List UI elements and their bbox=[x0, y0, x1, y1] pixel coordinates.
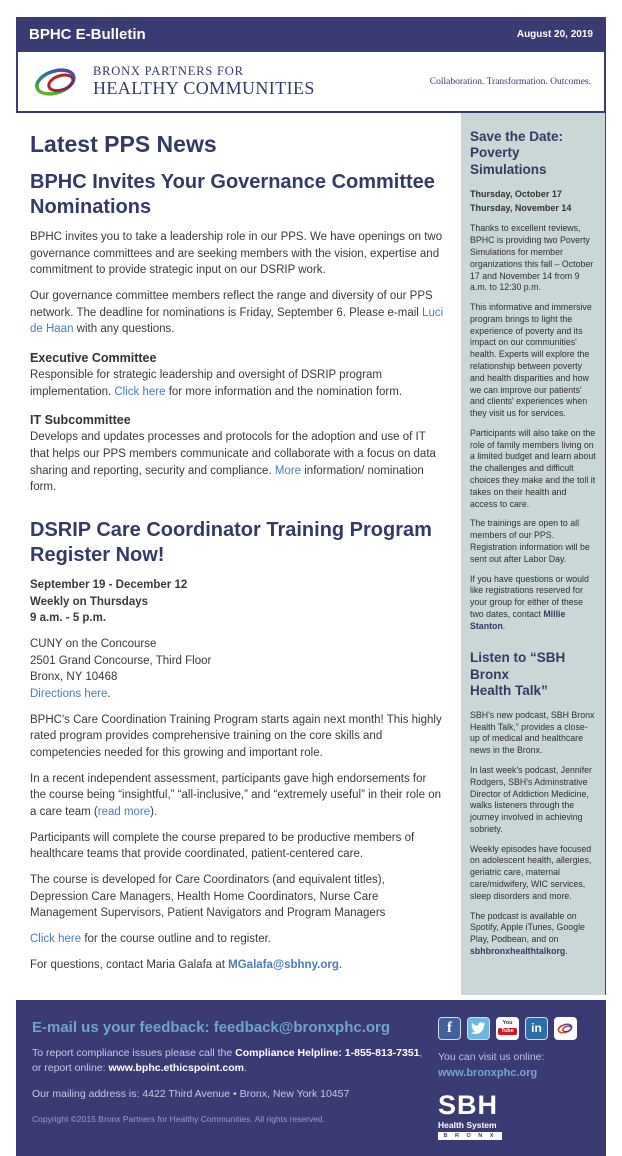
youtube-you-text: You bbox=[503, 1021, 513, 1027]
social-icons-row bbox=[438, 1017, 590, 1040]
mailing-address: Our mailing address is: 4422 Third Avenue • Bronx, New York 10457 bbox=[32, 1088, 428, 1100]
text-span: , or report online: bbox=[32, 1047, 422, 1074]
youtube-icon[interactable] bbox=[496, 1017, 519, 1040]
twitter-icon[interactable] bbox=[467, 1017, 490, 1040]
visit-online-label: You can visit us online: bbox=[438, 1051, 590, 1063]
text-span: with any questions. bbox=[73, 323, 174, 335]
top-bar bbox=[16, 17, 606, 52]
text-span: Our governance committee members reflect the range and diversity of our PPS network. The deadline for nominations is Friday, September 6. Please e-mail bbox=[30, 290, 433, 319]
sidebar-paragraph bbox=[470, 911, 596, 958]
text-span: . bbox=[503, 621, 505, 631]
bphc-swirl-glyph bbox=[557, 1021, 575, 1036]
sbh-logo bbox=[438, 1092, 590, 1141]
text-span: In a recent independent assessment, participants gave high endorsements for the course being “insightful,” “all-inclusive,” and “extremely useful” in their role on a care team ( bbox=[30, 773, 441, 818]
compliance-helpline-number: Compliance Helpline: 1-855-813-7351 bbox=[235, 1047, 419, 1059]
linkedin-glyph: in bbox=[531, 1021, 542, 1035]
training-venue bbox=[30, 636, 445, 703]
sidebar-paragraph: Thanks to excellent reviews, BPHC is providing two Poverty Simulations for member organizations this fall – October 17 and November 14 from 9 a.m. to 12:30 p.m. bbox=[470, 223, 596, 294]
facebook-glyph: f bbox=[447, 1020, 452, 1037]
footer bbox=[16, 1000, 606, 1156]
article2-paragraph bbox=[30, 957, 445, 974]
facebook-icon[interactable] bbox=[438, 1017, 461, 1040]
sidebar-heading-podcast bbox=[470, 650, 596, 699]
schedule-line: 9 a.m. - 5 p.m. bbox=[30, 610, 445, 627]
venue-line: Bronx, NY 10468 bbox=[30, 669, 445, 686]
article2-paragraph: The course is developed for Care Coordinators (and equivalent titles), Depression Care Managers, Health Home Coordinators, Nurse Care Management Supervisors, Patient Navigators and Program Managers bbox=[30, 872, 445, 922]
article1-title: BPHC Invites Your Governance Committee Nominations bbox=[30, 170, 445, 220]
text-span: . bbox=[107, 688, 110, 700]
it-subcommittee-paragraph bbox=[30, 429, 445, 496]
text-span: ). bbox=[150, 806, 157, 818]
text-span: Poverty Simulations bbox=[470, 145, 596, 178]
text-span: To report compliance issues please call the bbox=[32, 1047, 235, 1059]
sidebar-paragraph: SBH's new podcast, SBH Bronx Health Talk,” provides a close-up of medical and healthcare news in the Bronx. bbox=[470, 710, 596, 757]
article1-paragraph bbox=[30, 288, 445, 338]
feedback-email-link[interactable]: E-mail us your feedback: feedback@bronxphc.org bbox=[32, 1019, 428, 1036]
bphc-swirl-logo-icon bbox=[33, 62, 83, 102]
article1-paragraph: BPHC invites you to take a leadership role in our PPS. We have openings on two governance committees and are seeking members with the vision, expertise and commitment to provide strategic input on our DSRIP work. bbox=[30, 229, 445, 279]
newsletter-page bbox=[16, 17, 606, 1156]
sbh-logo-name: SBH bbox=[438, 1092, 590, 1119]
sidebar-event-dates bbox=[470, 188, 596, 215]
sidebar bbox=[461, 113, 606, 995]
sidebar-paragraph: The trainings are open to all members of our PPS. Registration information will be sent out after Labor Day. bbox=[470, 518, 596, 565]
sidebar-paragraph bbox=[470, 574, 596, 633]
copyright-notice: Copyright ©2015 Bronx Partners for Healthy Communities. All rights reserved. bbox=[32, 1114, 428, 1124]
it-more-link[interactable]: More bbox=[275, 465, 301, 477]
podcast-site-link[interactable]: sbhbronxhealthtalkorg bbox=[470, 946, 565, 956]
bphc-swirl-icon[interactable] bbox=[554, 1017, 577, 1040]
sidebar-paragraph: Participants will also take on the role of family members living on a limited budget and learn about the challenges and difficult choices they make and the toll it takes on their health and access to care. bbox=[470, 428, 596, 510]
text-span: . bbox=[565, 946, 567, 956]
millie-stanton-link[interactable]: Millie Stanton bbox=[470, 609, 565, 631]
sbh-logo-subtitle: Health System bbox=[438, 1120, 590, 1130]
text-span: for more information and the nomination form. bbox=[166, 386, 403, 398]
twitter-bird-glyph bbox=[471, 1022, 486, 1035]
brand-wordmark bbox=[93, 65, 315, 98]
footer-left bbox=[32, 1012, 438, 1141]
bulletin-title: BPHC E-Bulletin bbox=[29, 26, 146, 43]
venue-line: 2501 Grand Concourse, Third Floor bbox=[30, 653, 445, 670]
register-click-here-link[interactable]: Click here bbox=[30, 933, 81, 945]
venue-directions-line bbox=[30, 686, 445, 703]
executive-click-here-link[interactable]: Click here bbox=[114, 386, 165, 398]
issue-date: August 20, 2019 bbox=[517, 29, 593, 40]
text-span: information/ nomination form. bbox=[30, 465, 424, 494]
bronxphc-website-link[interactable]: www.bronxphc.org bbox=[438, 1067, 537, 1079]
schedule-line: Weekly on Thursdays bbox=[30, 594, 445, 611]
text-span: Responsible for strategic leadership and oversight of DSRIP program implementation. bbox=[30, 369, 382, 398]
event-date: Thursday, October 17 bbox=[470, 188, 596, 202]
article2-paragraph: Participants will complete the course prepared to be productive members of healthcare teams that provide coordinated, patient-centered care. bbox=[30, 830, 445, 863]
brand-line1: BRONX PARTNERS FOR bbox=[93, 65, 315, 79]
executive-committee-heading: Executive Committee bbox=[30, 351, 445, 365]
text-span: for the course outline and to register. bbox=[81, 933, 271, 945]
venue-line: CUNY on the Concourse bbox=[30, 636, 445, 653]
sidebar-heading-poverty-simulations bbox=[470, 129, 596, 178]
linkedin-icon[interactable] bbox=[525, 1017, 548, 1040]
luci-de-haan-link[interactable]: Luci de Haan bbox=[30, 307, 443, 336]
event-date: Thursday, November 14 bbox=[470, 202, 596, 216]
read-more-link[interactable]: read more bbox=[98, 806, 150, 818]
directions-link[interactable]: Directions here bbox=[30, 688, 107, 700]
brand-header bbox=[16, 52, 606, 113]
sidebar-paragraph: In last week's podcast, Jennifer Rodgers, SBH's Adminstrative Director of Addiction Medicine, walks listeners through the journey involved in achieving sobriety. bbox=[470, 765, 596, 836]
text-span: The podcast is available on Spotify, Apple iTunes, Google Play, Podbean, and on bbox=[470, 911, 585, 945]
it-subcommittee-heading: IT Subcommittee bbox=[30, 413, 445, 427]
text-span: Health Talk” bbox=[470, 683, 596, 699]
section-title: Latest PPS News bbox=[30, 131, 445, 158]
text-span: . bbox=[244, 1062, 247, 1074]
text-span: For questions, contact Maria Galafa at bbox=[30, 959, 228, 971]
footer-right bbox=[438, 1012, 590, 1141]
schedule-line: September 19 - December 12 bbox=[30, 577, 445, 594]
compliance-text bbox=[32, 1046, 428, 1076]
text-span: Develops and updates processes and protocols for the adoption and use of IT that helps our PPS members communicate and collaborate with a focus on data sharing and reporting, security and compliance. bbox=[30, 431, 436, 476]
article2-title: DSRIP Care Coordinator Training Program Register Now! bbox=[30, 518, 445, 568]
sidebar-paragraph: Weekly episodes have focused on adolescent health, allergies, geriatric care, maternal care/midwifery, WIC services, sleep disorders and more. bbox=[470, 844, 596, 903]
sidebar-paragraph: This informative and immersive program brings to light the experience of poverty and its impact on our communities' health. Experts will explore the relationship between poverty and health disparities and how we can improve our patients' and clients' experiences when they visit us for services. bbox=[470, 302, 596, 420]
executive-committee-paragraph bbox=[30, 367, 445, 400]
youtube-tube-text: Tube bbox=[498, 1028, 517, 1036]
training-schedule bbox=[30, 577, 445, 627]
ethicspoint-link[interactable]: www.bphc.ethicspoint.com bbox=[108, 1062, 244, 1074]
brand-line2: HEALTHY COMMUNITIES bbox=[93, 79, 315, 98]
text-span: . bbox=[339, 959, 342, 971]
article2-paragraph bbox=[30, 771, 445, 821]
article2-paragraph bbox=[30, 931, 445, 948]
text-span: Save the Date: bbox=[470, 129, 596, 145]
text-span: If you have questions or would like registrations reserved for your group for either of these two dates, contact bbox=[470, 574, 589, 619]
text-span: Listen to “SBH Bronx bbox=[470, 650, 596, 683]
article2-paragraph: BPHC's Care Coordination Training Program starts again next month! This highly rated program provides comprehensive training on the core skills and competencies needed for this growing and important role. bbox=[30, 712, 445, 762]
sbh-logo-bronx-bar: B R O N X bbox=[438, 1132, 502, 1141]
brand-tagline: Collaboration. Transformation. Outcomes. bbox=[430, 77, 591, 87]
main-content bbox=[16, 113, 461, 995]
main-row bbox=[16, 113, 606, 995]
mgalafa-email-link[interactable]: MGalafa@sbhny.org bbox=[228, 959, 339, 971]
